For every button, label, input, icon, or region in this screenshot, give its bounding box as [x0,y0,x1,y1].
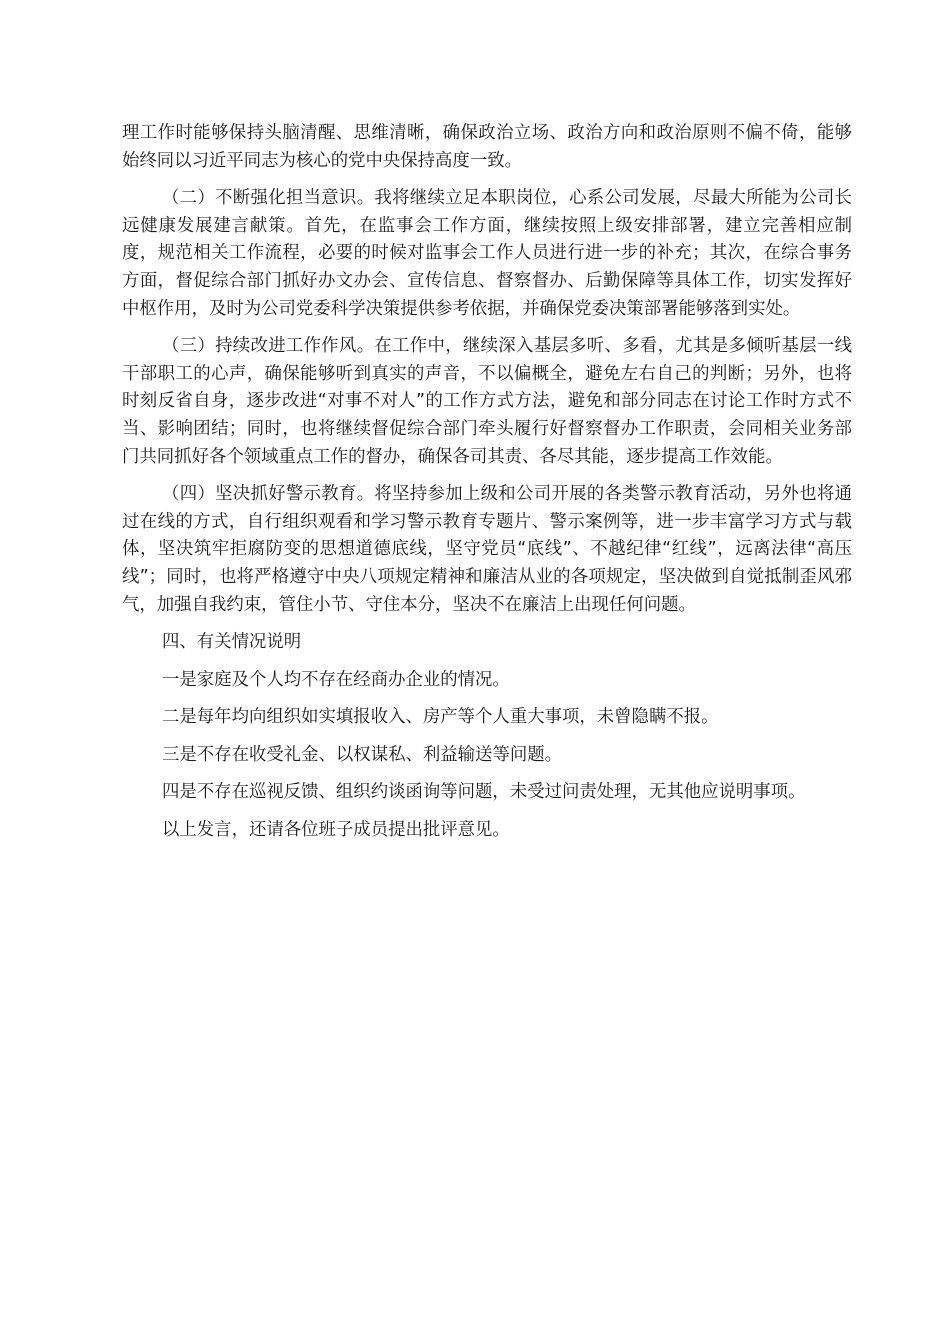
item-personal-report: 二是每年均向组织如实填报收入、房产等个人重大事项，未曾隐瞒不报。 [162,707,719,728]
section-heading-situation: 四、有关情况说明 [162,632,302,653]
paragraph-work-style: （三）持续改进工作作风。在工作中，继续深入基层多听、多看，尤其是多倾听基层一线干部职工的心声，确保能够听到真实的声音，不以偏概全，避免左右自己的判断；另外，也将时刻反省自身，逐步改进“对事不对人”的工作方式方法，避免和部分同志在讨论工作时方式不当、影响团结；同时，也将继续督促综合部门牵头履行好督察督办工作职责，会同相关业务部门共同抓好各个领域重点工作的督办，确保各司其责、各尽其能，逐步提高工作效能。 [122,336,852,467]
item-family-business: 一是家庭及个人均不存在经商办企业的情况。 [162,669,510,690]
document-page [122,120,852,855]
item-no-bribery: 三是不存在收受礼金、以权谋私、利益输送等问题。 [162,744,562,765]
closing-remark: 以上发言，还请各位班子成员提出批评意见。 [162,820,510,841]
paragraph-political-stance-continued: 理工作时能够保持头脑清醒、思维清晰，确保政治立场、政治方向和政治原则不偏不倚，能够始终同以习近平同志为核心的党中央保持高度一致。 [122,123,852,171]
item-no-inspection-issues: 四是不存在巡视反馈、组织约谈函询等问题，未受过问责处理，无其他应说明事项。 [162,782,806,803]
paragraph-warning-education: （四）坚决抓好警示教育。将坚持参加上级和公司开展的各类警示教育活动，另外也将通过在线的方式，自行组织观看和学习警示教育专题片、警示案例等，进一步丰富学习方式与载体，坚决筑牢拒腐防变的思想道德底线，坚守党员“底线”、不越纪律“红线”，远离法律“高压线”；同时，也将严格遵守中央八项规定精神和廉洁从业的各项规定，坚决做到自觉抵制歪风邪气，加强自我约束，管住小节、守住本分，坚决不在廉洁上出现任何问题。 [122,484,852,615]
paragraph-responsibility: （二）不断强化担当意识。我将继续立足本职岗位，心系公司发展，尽最大所能为公司长远健康发展建言献策。首先，在监事会工作方面，继续按照上级安排部署，建立完善相应制度，规范相关工作流程，必要的时候对监事会工作人员进行进一步的补充；其次，在综合事务方面，督促综合部门抓好办文办会、宣传信息、督察督办、后勤保障等具体工作，切实发挥好中枢作用，及时为公司党委科学决策提供参考依据，并确保党委决策部署能够落到实处。 [122,188,852,319]
